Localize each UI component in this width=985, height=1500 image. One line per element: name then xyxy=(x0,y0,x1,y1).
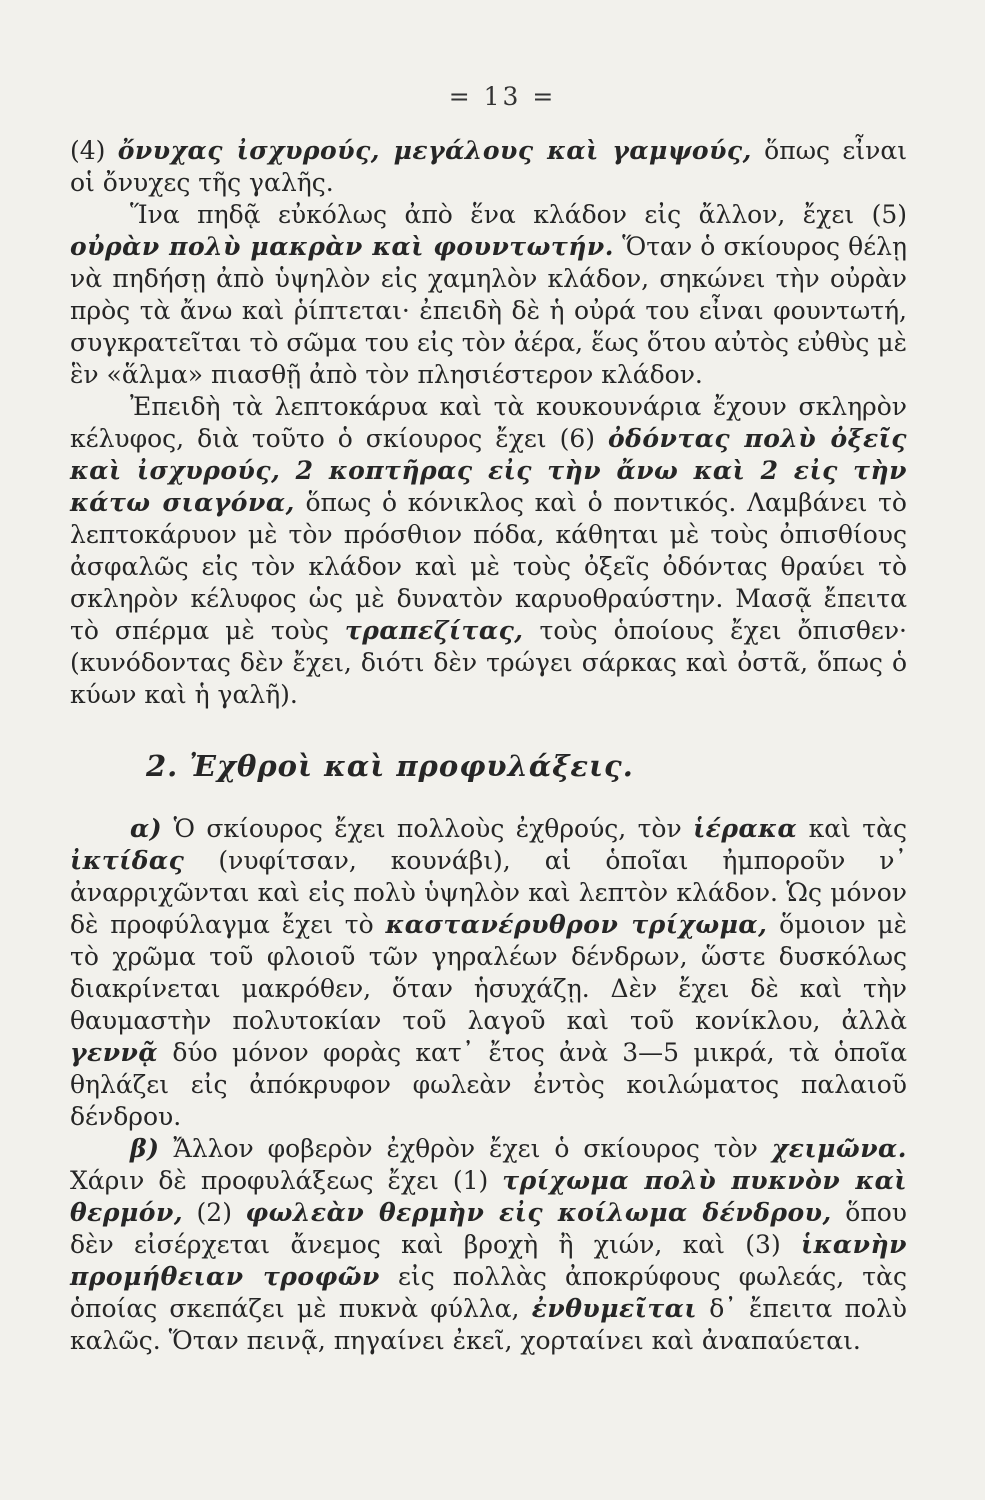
bold-term: τρίχωμα πολὺ πυκνὸν καὶ θερμόν, xyxy=(70,1166,907,1227)
item-marker: α) xyxy=(130,814,163,843)
bold-term: ἰκτίδας xyxy=(70,846,185,875)
text-run: ὅπως εἶναι οἱ ὄνυχες τῆς γαλῆς. xyxy=(70,136,907,197)
text-run: δ᾿ ἔπειτα πολὺ καλῶς. Ὅταν πεινᾷ, πηγαίνει ἐκεῖ, χορταίνει καὶ ἀναπαύεται. xyxy=(70,1294,907,1355)
bold-term: ὀδόντας πολὺ ὀξεῖς καὶ ἰσχυρούς, 2 κοπτῆρας εἰς τὴν ἄνω καὶ 2 εἰς τὴν κάτω σιαγόνα, xyxy=(70,424,907,517)
text-run: Ἵνα πηδᾷ εὐκόλως ἀπὸ ἕνα κλάδον εἰς ἄλλον, ἔχει (5) xyxy=(130,200,907,229)
bold-term: ἱκανὴν προμήθειαν τροφῶν xyxy=(70,1230,907,1291)
text-run: ὅμοιον μὲ τὸ χρῶμα τοῦ φλοιοῦ τῶν γηραλέων δένδρων, ὥστε δυσκόλως διακρίνεται μακρόθεν, ὅταν ἡσυχάζῃ. Δὲν ἔχει δὲ καὶ τὴν θαυμαστὴν πολυτοκίαν τοῦ λαγοῦ καὶ τοῦ κονίκλου, ἀλλὰ xyxy=(70,910,908,1035)
paragraph-winter xyxy=(70,1133,907,1357)
bold-term: ἱέρακα xyxy=(693,814,798,843)
text-run: (νυφίτσαν, κουνάβι), αἱ ὁποῖαι ἠμποροῦν ν᾿ ἀναρριχῶνται καὶ εἰς πολὺ ὑψηλὸν καὶ λεπτὸν κλάδον. Ὡς μόνον δὲ προφύλαγμα ἔχει τὸ xyxy=(70,846,907,939)
paragraph-teeth xyxy=(70,391,907,711)
section-heading: 2. Ἐχθροὶ καὶ προφυλάξεις. xyxy=(146,749,634,783)
text-run: Χάριν δὲ προφυλάξεως ἔχει (1) xyxy=(70,1166,503,1195)
text-run: εἰς πολλὰς ἀποκρύφους φωλεάς, τὰς ὁποίας σκεπάζει μὲ πυκνὰ φύλλα, xyxy=(70,1262,907,1323)
paragraph-claws xyxy=(70,135,907,199)
text-run: Ἄλλον φοβερὸν ἐχθρὸν ἔχει ὁ σκίουρος τὸν xyxy=(159,1134,772,1163)
bold-term: γεννᾷ xyxy=(70,1038,159,1067)
bold-term: ἐνθυμεῖται xyxy=(531,1294,698,1323)
item-marker: β) xyxy=(130,1134,160,1163)
paragraph-tail xyxy=(70,199,907,391)
text-run: καὶ τὰς xyxy=(797,814,907,843)
text-run: Ὁ σκίουρος ἔχει πολλοὺς ἐχθρούς, τὸν xyxy=(162,814,694,843)
text-run: Ἐπειδὴ τὰ λεπτοκάρυα καὶ τὰ κουκουνάρια ἔχουν σκληρὸν κέλυφος, διὰ τοῦτο ὁ σκίουρος ἔχει (6) xyxy=(70,392,907,453)
text-run: δύο μόνον φορὰς κατ᾿ ἔτος ἀνὰ 3—5 μικρά, τὰ ὁποῖα θηλάζει εἰς ἀπόκρυφον φωλεὰν ἐντὸς κοιλώματος παλαιοῦ δένδρου. xyxy=(70,1038,907,1131)
text-run: Ὅταν ὁ σκίουρος θέλῃ νὰ πηδήσῃ ἀπὸ ὑψηλὸν εἰς χαμηλὸν κλάδον, σηκώνει τὴν οὐρὰν πρὸς τὰ ἄνω καὶ ῥίπτεται· ἐπειδὴ δὲ ἡ οὐρά του εἶναι φουντωτή, συγκρατεῖται τὸ σῶμα του εἰς τὸν ἀέρα, ἕως ὅτου αὐτὸς εὐθὺς μὲ ἓν «ἅλμα» πιασθῇ ἀπὸ τὸν πλησιέστερον κλάδον. xyxy=(70,232,907,389)
bold-term: καστανέρυθρον τρίχωμα, xyxy=(385,910,768,939)
bold-term: ὄνυχας ἰσχυρούς, μεγάλους καὶ γαμψούς, xyxy=(117,136,752,165)
bold-term: φωλεὰν θερμὴν εἰς κοίλωμα δένδρου, xyxy=(245,1198,832,1227)
text-run: (4) xyxy=(70,136,118,165)
bold-term: οὐρὰν πολὺ μακρὰν καὶ φουντωτήν. xyxy=(70,232,614,261)
text-run: ὅπου δὲν εἰσέρχεται ἄνεμος καὶ βροχὴ ἢ χιών, καὶ (3) xyxy=(70,1198,907,1259)
text-run: τοὺς ὁποίους ἔχει ὄπισθεν· (κυνόδοντας δὲν ἔχει, διότι δὲν τρώγει σάρκας καὶ ὀστᾶ, ὅπως ὁ κύων καὶ ἡ γαλῆ). xyxy=(70,616,907,709)
paragraph-enemies xyxy=(70,813,907,1133)
text-run: ὅπως ὁ κόνικλος καὶ ὁ ποντικός. Λαμβάνει τὸ λεπτοκάρυον μὲ τὸν πρόσθιον πόδα, κάθηται μὲ τοὺς ὀπισθίους ἀσφαλῶς εἰς τὸν κλάδον καὶ μὲ τοὺς ὀξεῖς ὀδόντας θραύει τὸ σκληρὸν κέλυφος ὡς μὲ δυνατὸν καρυοθραύστην. Μασᾷ ἔπειτα τὸ σπέρμα μὲ τοὺς xyxy=(70,488,907,645)
page-number: = 13 = xyxy=(448,82,557,111)
bold-term: τραπεζίτας, xyxy=(344,616,524,645)
bold-term: χειμῶνα. xyxy=(771,1134,907,1163)
text-run: (2) xyxy=(183,1198,246,1227)
